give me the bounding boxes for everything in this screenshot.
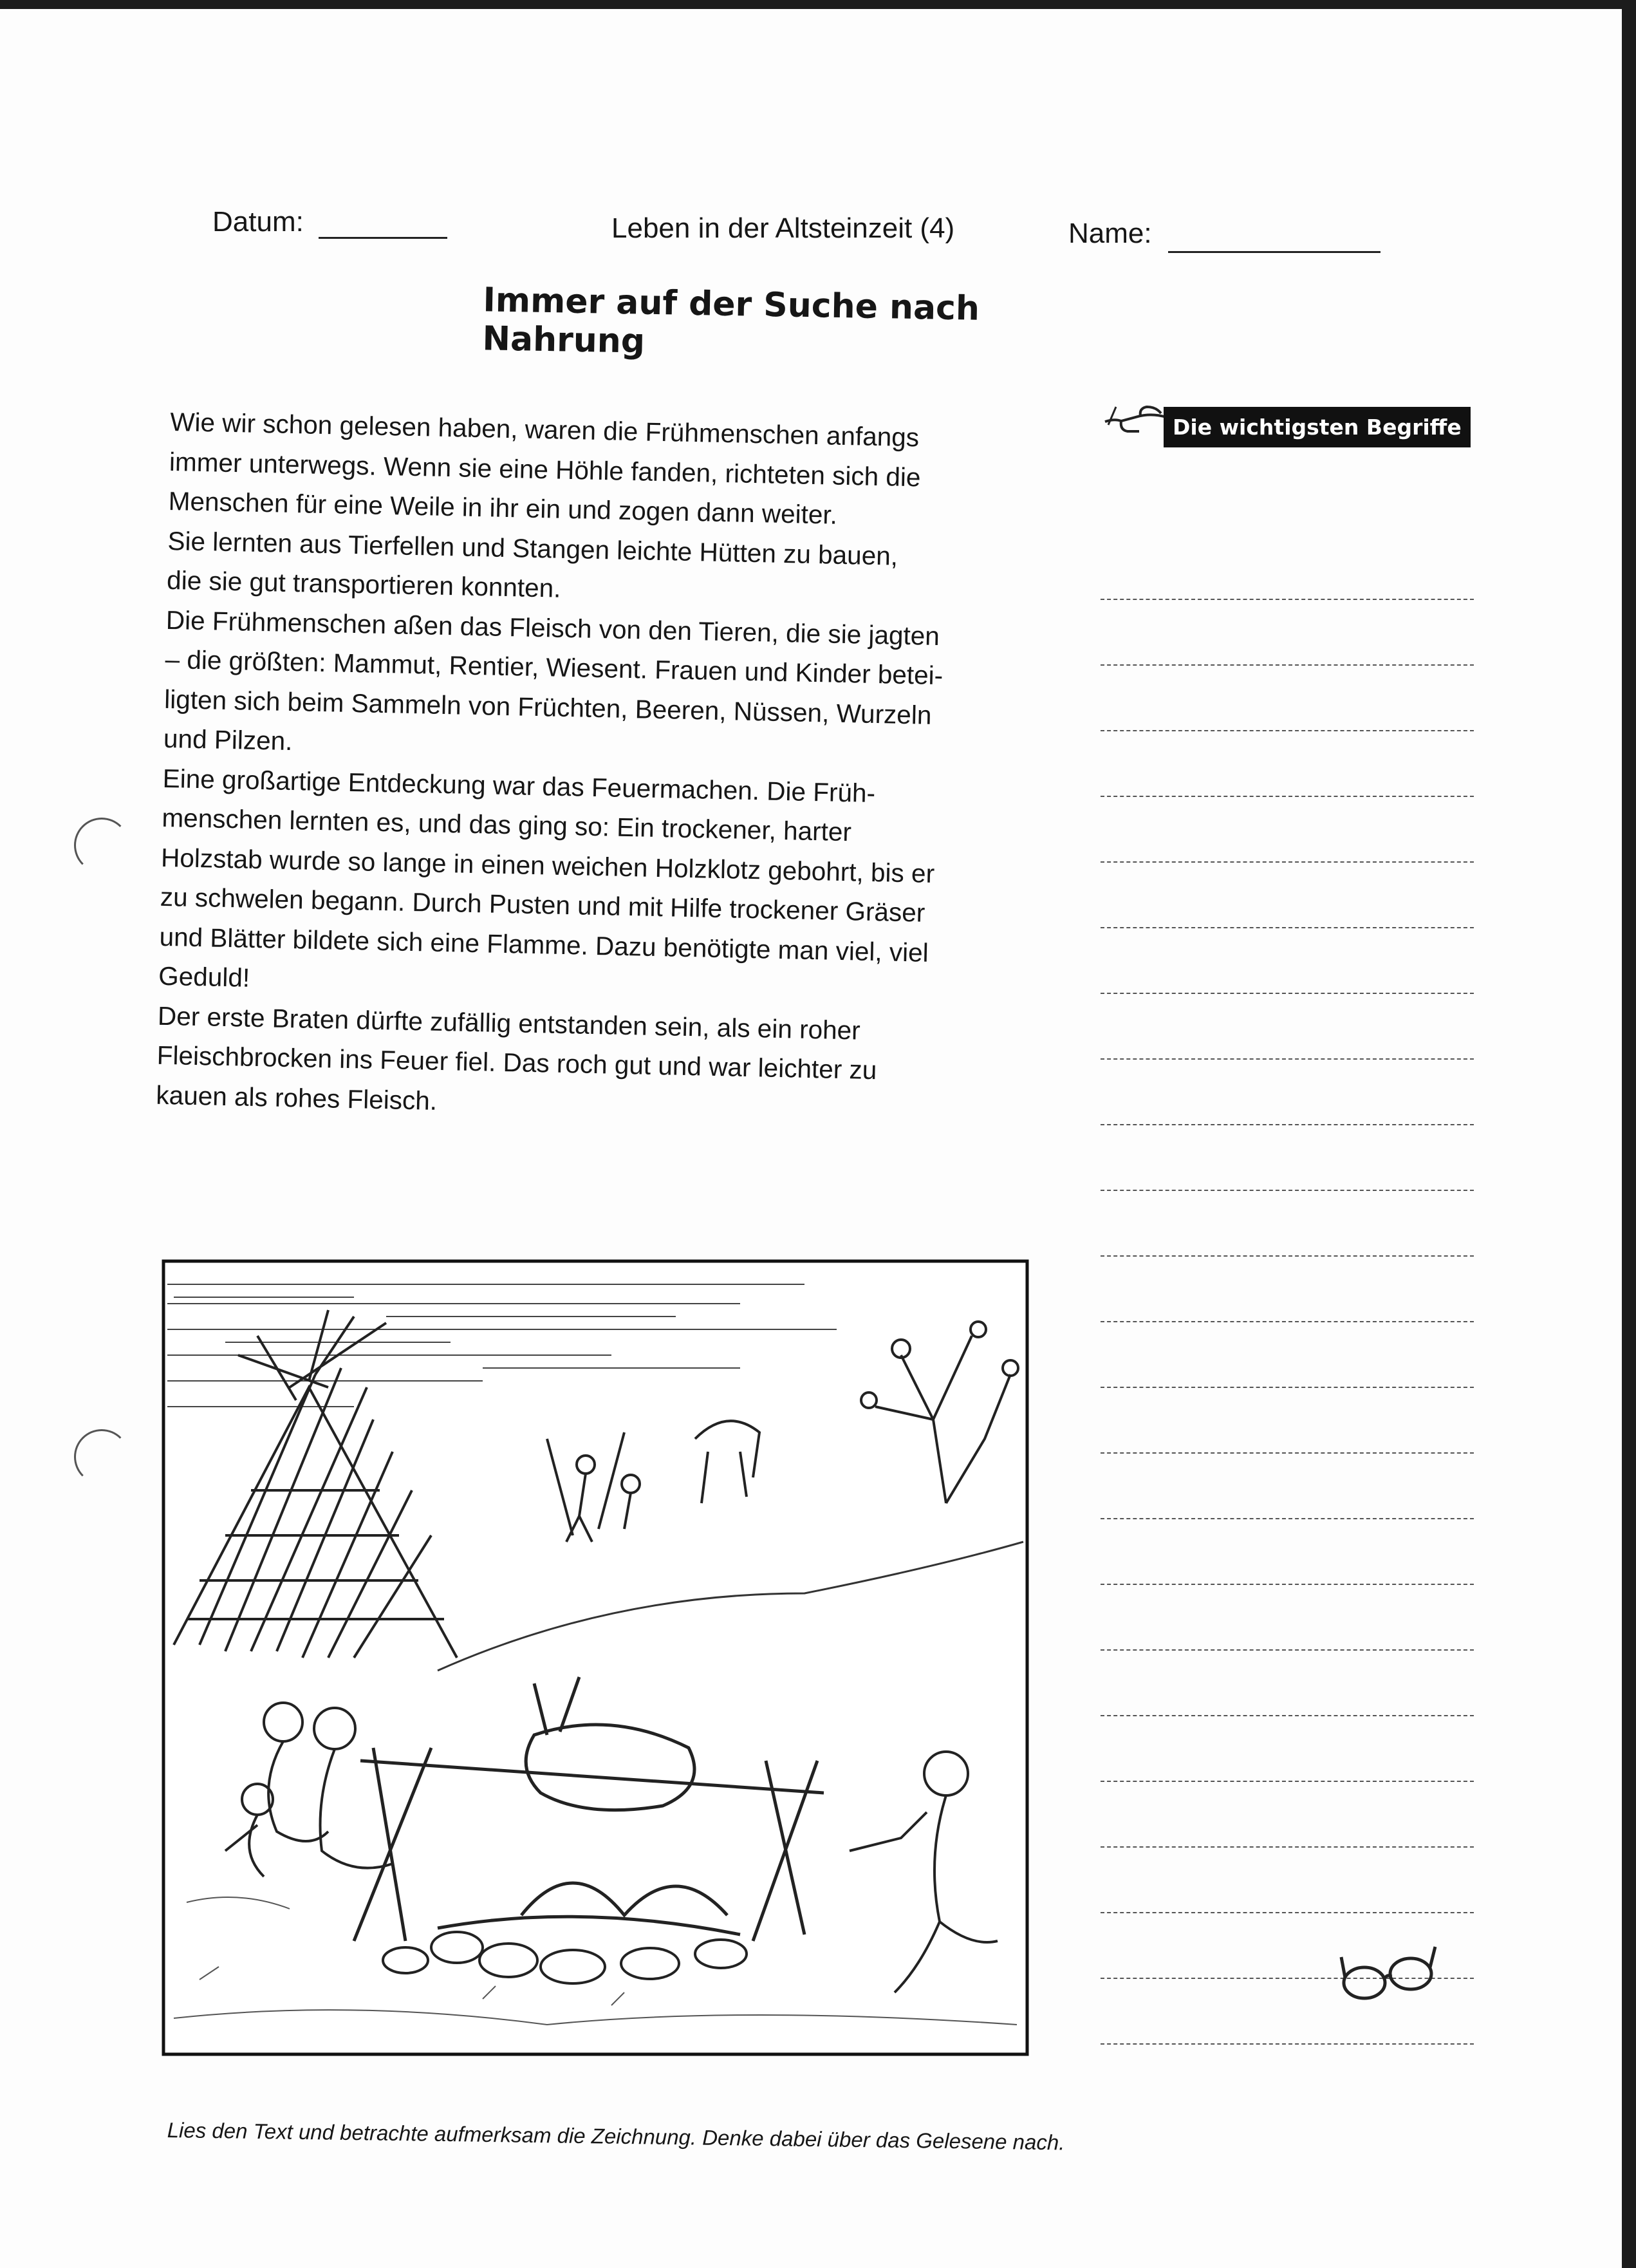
key-terms-panel — [1094, 399, 1480, 1944]
writing-line[interactable] — [1101, 1125, 1474, 1191]
text-line: Holzstab wurde so lange in einen weichen Holzklotz gebohrt, bis er — [160, 842, 935, 888]
writing-line[interactable] — [1101, 1454, 1474, 1519]
reading-text — [156, 402, 1052, 1133]
writing-line[interactable] — [1101, 1257, 1474, 1322]
text-line: kauen als rohes Fleisch. — [155, 1080, 438, 1116]
datum-field[interactable] — [319, 237, 447, 239]
writing-line[interactable] — [1101, 863, 1474, 928]
writing-line[interactable] — [1101, 1060, 1474, 1125]
writing-line[interactable] — [1101, 1322, 1474, 1388]
worksheet-header — [0, 200, 1636, 264]
scan-right-edge — [1622, 0, 1636, 2268]
scan-top-edge — [0, 0, 1636, 9]
text-line: zu schwelen begann. Durch Pusten und mit Hilfe trockener Gräser — [160, 881, 925, 928]
writing-line[interactable] — [1101, 600, 1474, 666]
writing-line[interactable] — [1101, 1782, 1474, 1848]
text-line: immer unterwegs. Wenn sie eine Höhle fanden, richteten sich die — [169, 446, 921, 492]
text-line: menschen lernten es, und das ging so: Ein trockener, harter — [162, 802, 852, 847]
text-line: Wie wir schon gelesen haben, waren die Frühmenschen anfangs — [169, 406, 920, 453]
writing-line[interactable] — [1101, 928, 1474, 994]
writing-line[interactable] — [1101, 1716, 1474, 1782]
instruction-text: Lies den Text und betrachte aufmerksam die Zeichnung. Denke dabei über das Gelesene nach. — [167, 2118, 1065, 2155]
writing-line[interactable] — [1101, 1519, 1474, 1585]
text-line: Sie lernten aus Tierfellen und Stangen leichte Hütten zu bauen, — [167, 525, 898, 571]
page-title: Immer auf der Suche nach Nahrung — [482, 281, 980, 361]
writing-line[interactable] — [1101, 534, 1474, 600]
text-line: – die größten: Mammut, Rentier, Wiesent. Frauen und Kinder betei- — [165, 644, 943, 691]
glasses-icon — [1339, 1938, 1442, 2015]
writing-line[interactable] — [1101, 994, 1474, 1060]
writing-line[interactable] — [1101, 1651, 1474, 1716]
text-line: die sie gut transportieren konnten. — [166, 565, 561, 603]
writing-line[interactable] — [1101, 797, 1474, 863]
writing-line[interactable] — [1101, 1585, 1474, 1651]
text-line: Eine großartige Entdeckung war das Feuermachen. Die Früh- — [162, 763, 876, 808]
key-terms-writing-lines[interactable] — [1101, 534, 1474, 2045]
key-terms-label: Die wichtigsten Begriffe — [1164, 407, 1471, 447]
writing-line[interactable] — [1101, 666, 1474, 731]
writing-line[interactable] — [1101, 1388, 1474, 1454]
name-label: Name: — [1068, 218, 1152, 249]
writing-line[interactable] — [1101, 1848, 1474, 1913]
pointing-hand-icon — [1102, 399, 1173, 438]
punch-hole — [74, 818, 129, 873]
writing-line[interactable] — [1101, 731, 1474, 797]
text-line: Fleischbrocken ins Feuer fiel. Das roch gut und war leichter zu — [156, 1040, 877, 1085]
writing-line[interactable] — [1101, 1191, 1474, 1257]
text-line: und Blätter bildete sich eine Flamme. Dazu benötigte man viel, viel — [159, 921, 929, 968]
text-line: Geduld! — [158, 961, 250, 993]
text-line: und Pilzen. — [163, 723, 293, 756]
datum-label: Datum: — [212, 206, 304, 238]
text-line: ligten sich beim Sammeln von Früchten, Beeren, Nüssen, Wurzeln — [163, 684, 932, 730]
worksheet-topic: Leben in der Altsteinzeit (4) — [611, 212, 955, 244]
text-line: Die Frühmenschen aßen das Fleisch von den Tieren, die sie jagten — [165, 604, 940, 651]
name-field[interactable] — [1168, 251, 1380, 253]
text-line: Der erste Braten dürfte zufällig entstanden sein, als ein roher — [157, 1000, 861, 1045]
text-line: Menschen für eine Weile in ihr ein und zogen dann weiter. — [168, 485, 838, 530]
punch-hole — [74, 1429, 129, 1485]
stone-age-camp-drawing — [161, 1259, 1030, 2057]
